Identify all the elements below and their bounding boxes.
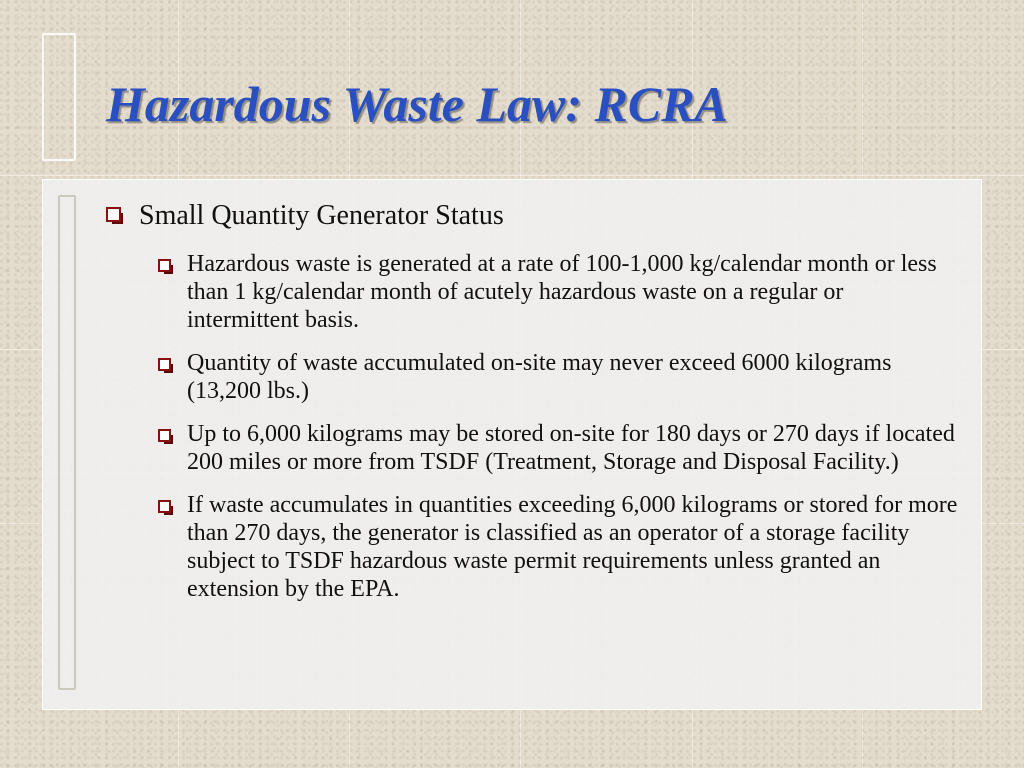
square-bullet-icon xyxy=(158,358,171,371)
slide-title: Hazardous Waste Law: RCRA xyxy=(106,76,728,132)
sub-bullet-list xyxy=(158,250,958,618)
sub-bullet-text: Hazardous waste is generated at a rate of 100-1,000 kg/calendar month or less than 1 kg/calendar month of acutely hazardous waste on a regular or intermittent basis. xyxy=(187,251,937,333)
sub-bullet-text: If waste accumulates in quantities exceeding 6,000 kilograms or stored for more than 270 days, the generator is classified as an operator of a storage facility subject to TSDF hazardous waste permit requirements unless granted an extension by the EPA. xyxy=(187,492,958,602)
sub-bullet-item xyxy=(158,349,958,405)
sub-bullet-item xyxy=(158,491,958,603)
main-bullet xyxy=(106,200,504,232)
main-bullet-text: Small Quantity Generator Status xyxy=(139,200,504,231)
square-bullet-icon xyxy=(158,500,171,513)
sub-bullet-text: Quantity of waste accumulated on-site may never exceed 6000 kilograms (13,200 lbs.) xyxy=(187,350,892,404)
sub-bullet-item xyxy=(158,250,958,334)
sub-bullet-item xyxy=(158,420,958,476)
square-bullet-icon xyxy=(106,207,121,222)
title-accent-bar xyxy=(42,33,76,161)
sub-bullet-text: Up to 6,000 kilograms may be stored on-site for 180 days or 270 days if located 200 miles or more from TSDF (Treatment, Storage and Disposal Facility.) xyxy=(187,421,955,475)
square-bullet-icon xyxy=(158,259,171,272)
content-accent-bar xyxy=(58,195,76,690)
square-bullet-icon xyxy=(158,429,171,442)
background-grid-line xyxy=(0,175,1024,176)
